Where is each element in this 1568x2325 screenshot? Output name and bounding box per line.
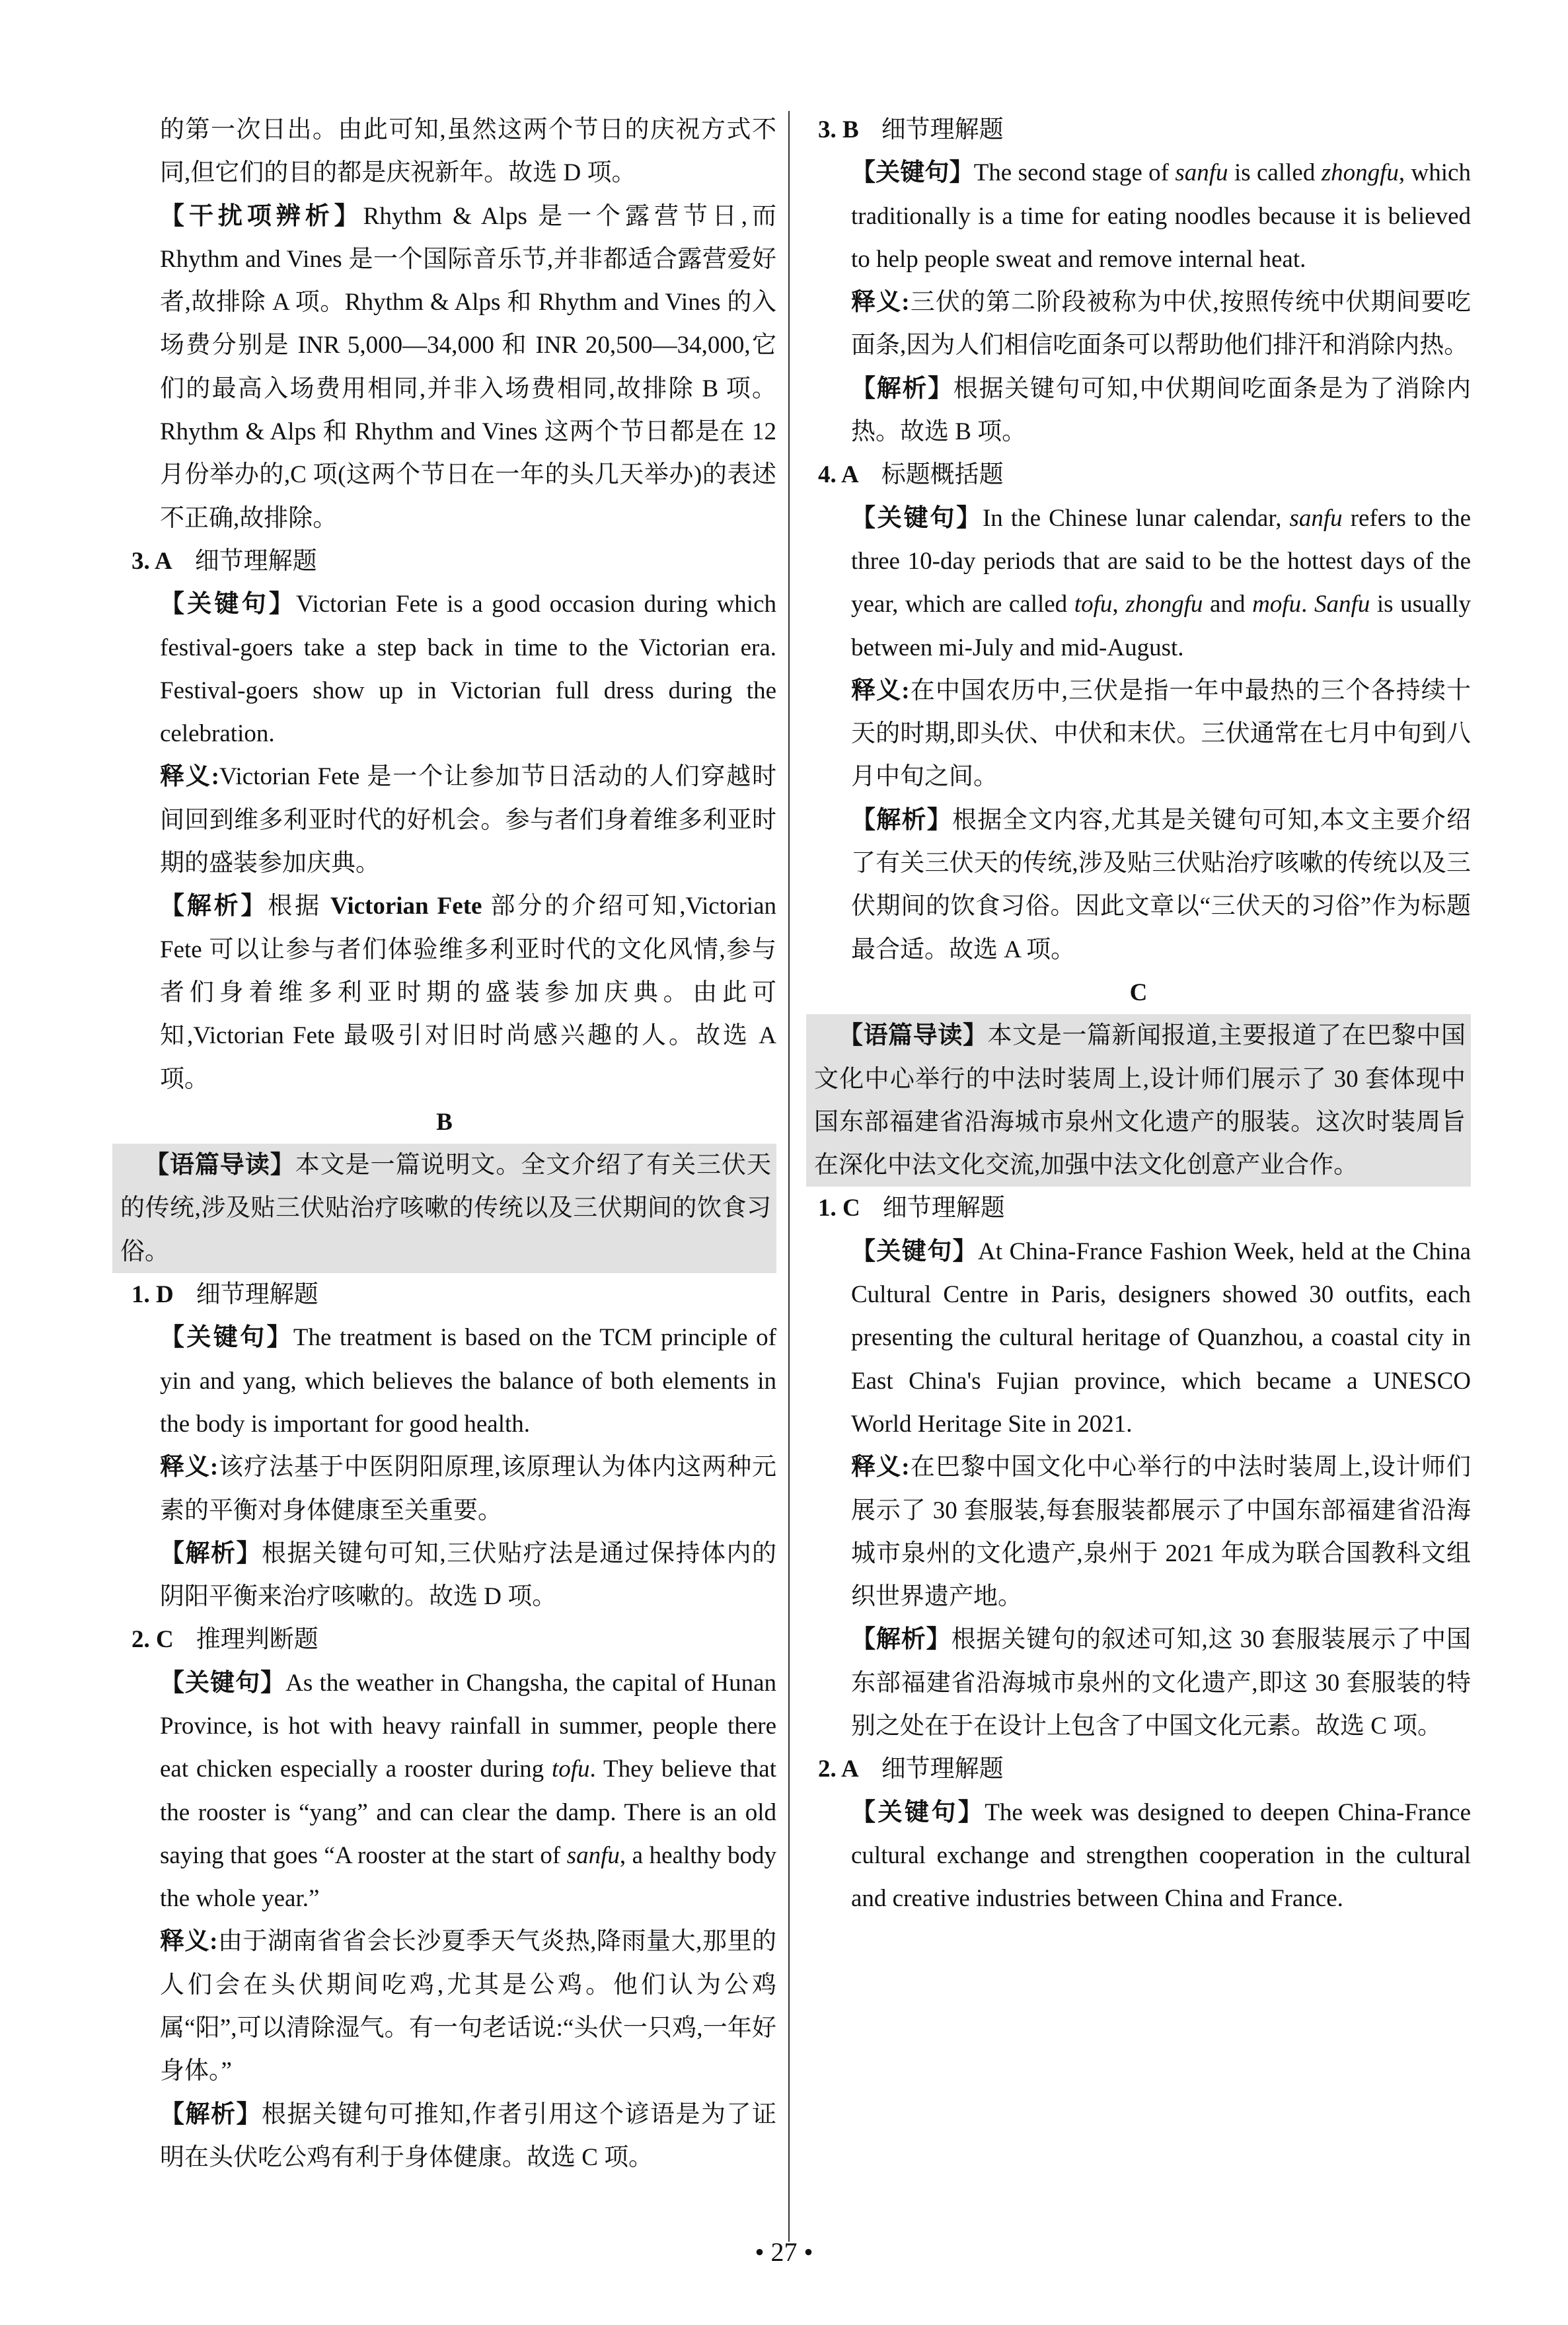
bold-label: 【干扰项辨析】 [160, 202, 363, 230]
question-type: 标题概括题 [881, 461, 1004, 489]
explanation-paragraph [160, 1316, 776, 1446]
italic-term: sanfu [566, 1841, 620, 1869]
right-column [806, 108, 1471, 1920]
explanation-paragraph [851, 1230, 1471, 1446]
question-type: 细节理解题 [194, 547, 317, 575]
bold-label: Victorian Fete [330, 893, 482, 920]
bold-label: 【解析】 [851, 375, 953, 402]
explanation-paragraph [160, 885, 776, 1100]
italic-term: tofu [551, 1755, 590, 1783]
text-run: In the Chinese lunar calendar, [982, 504, 1290, 532]
explanation-paragraph [160, 1532, 776, 1619]
answer-number: 1. C [818, 1195, 860, 1222]
bold-label: 【关键句】 [851, 1237, 979, 1265]
text-run: 根据关键句可推知,作者引用这个谚语是为了证明在头伏吃公鸡有利于身体健康。故选 C 项。 [160, 2100, 777, 2171]
text-run: and [1203, 591, 1253, 618]
text-run: , a healthy body the whole year.” [160, 1841, 776, 1913]
text-run: Victorian Fete is a good occasion during which festival-goers take a step back in time to the Victorian era. Festival-goers show up in Victorian full dress during the celebration. [160, 591, 776, 748]
explanation-paragraph [160, 1662, 776, 1921]
question-type: 细节理解题 [196, 1281, 318, 1309]
italic-term: Sanfu [1314, 591, 1370, 618]
text-run: 在巴黎中国文化中心举行的中法时装周上,设计师们展示了 30 套服装,每套服装都展示了中国东部福建省沿海城市泉州的文化遗产,泉州于 2021 年成为联合国教科文组织世界遗产地。 [851, 1454, 1472, 1611]
bold-label: 【关键句】 [851, 504, 983, 532]
section-letter: C [1129, 978, 1148, 1006]
text-run: is called [1228, 159, 1322, 187]
text-run: 根据全文内容,尤其是关键句可知,本文主要介绍了有关三伏天的传统,涉及贴三伏贴治疗咳嗽的传统以及三伏期间的饮食习俗。因此文章以“三伏天的习俗”作为标题最合适。故选 A 项。 [851, 806, 1472, 963]
question-type: 细节理解题 [881, 1755, 1004, 1783]
reading-guide-box [806, 1014, 1471, 1187]
explanation-paragraph [851, 669, 1471, 799]
text-run: 根据关键句可知,三伏贴疗法是通过保持体内的阴阳平衡来治疗咳嗽的。故选 D 项。 [160, 1539, 777, 1611]
bold-label: 释义: [160, 763, 220, 791]
question-heading [131, 1618, 776, 1661]
question-type: 细节理解题 [881, 116, 1004, 143]
explanation-paragraph [160, 1446, 776, 1532]
bold-label: 【关键句】 [851, 1798, 985, 1826]
explanation-paragraph [851, 497, 1471, 669]
question-heading [818, 1187, 1471, 1230]
explanation-paragraph [160, 195, 776, 540]
italic-term: tofu [1074, 591, 1113, 618]
italic-term: mofu [1252, 591, 1302, 618]
text-run: 在中国农历中,三伏是指一年中最热的三个各持续十天的时期,即头伏、中伏和末伏。三伏通常在七月中旬到八月中旬之间。 [851, 677, 1472, 791]
bold-label: 【关键句】 [851, 159, 974, 187]
text-run: The treatment is based on the TCM principle of yin and yang, which believes the balance of both elements in the body is important for good health. [160, 1324, 777, 1438]
text-run: 本文是一篇说明文。全文介绍了有关三伏天的传统,涉及贴三伏贴治疗咳嗽的传统以及三伏期间的饮食习俗。 [120, 1152, 771, 1265]
text-run: 由于湖南省省会长沙夏季天气炎热,降雨量大,那里的人们会在头伏期间吃鸡,尤其是公鸡。他们认为公鸡属“阳”,可以清除湿气。有一句老话说:“头伏一只鸡,一年好身体。” [160, 1928, 777, 2085]
text-run: 该疗法基于中医阴阳原理,该原理认为体内这两种元素的平衡对身体健康至关重要。 [160, 1454, 776, 1524]
bold-label: 释义: [851, 677, 910, 704]
explanation-paragraph [851, 151, 1471, 281]
bold-label: 【解析】 [160, 893, 268, 920]
explanation-paragraph [160, 1920, 776, 2092]
text-run: 根据关键句的叙述可知,这 30 套服装展示了中国东部福建省沿海城市泉州的文化遗产,即这 30 套服装的特别之处在于在设计上包含了中国文化元素。故选 C 项。 [851, 1626, 1472, 1740]
bold-label: 【解析】 [851, 1626, 952, 1654]
explanation-paragraph [851, 281, 1471, 367]
italic-term: zhongfu [1321, 159, 1399, 187]
answer-number: 1. D [131, 1281, 174, 1309]
explanation-paragraph [851, 1791, 1471, 1921]
reading-guide-box [112, 1144, 776, 1273]
answer-number: 2. C [131, 1626, 174, 1654]
text-run: 根据关键句可知,中伏期间吃面条是为了消除内热。故选 B 项。 [851, 375, 1472, 446]
text-run: 三伏的第二阶段被称为中伏,按照传统中伏期间要吃面条,因为人们相信吃面条可以帮助他们排汗和消除内热。 [851, 289, 1472, 359]
text-run: is usually between mi-July and mid-August. [851, 591, 1472, 661]
text-run: Victorian Fete 是一个让参加节日活动的人们穿越时间回到维多利亚时代的好机会。参与者们身着维多利亚时期的盛装参加庆典。 [160, 763, 776, 877]
question-type: 推理判断题 [196, 1626, 318, 1654]
bold-label: 【解析】 [851, 806, 953, 834]
text-run: . [1301, 591, 1314, 618]
explanation-paragraph [851, 799, 1471, 971]
bold-label: 【解析】 [160, 1539, 262, 1567]
text-run: , which traditionally is a time for eating noodles because it is believed to help people sweat and remove internal heat. [851, 159, 1471, 273]
explanation-paragraph [160, 755, 776, 885]
text-run: refers to the three 10-day periods that are said to be the hottest days of the year, which are called [851, 504, 1472, 618]
text-run: 本文是一篇新闻报道,主要报道了在巴黎中国文化中心举行的中法时装周上,设计师们展示了 30 套体现中国东部福建省沿海城市泉州文化遗产的服装。这次时装周旨在深化中法文化交流,加强中法文化创意产业合作。 [814, 1022, 1466, 1179]
text-run: Rhythm & Alps 是一个露营节日,而 Rhythm and Vines 是一个国际音乐节,并非都适合露营爱好者,故排除 A 项。Rhythm & Alps 和 Rhythm and Vines 的入场费分别是 INR 5,000—34,000 和 INR 20,500—34,000,它们的最高入场费用相同,并非入场费相同,故排除 B 项。Rhythm & Alps 和 Rhythm and Vines 这两个节日都是在 12 月份举办的,C 项(这两个节日在一年的头几天举办)的表述不正确,故排除。 [160, 202, 777, 532]
section-letter: B [436, 1108, 453, 1136]
italic-term: sanfu [1289, 504, 1343, 532]
bold-label: 【关键句】 [160, 591, 297, 618]
italic-term: sanfu [1175, 159, 1228, 187]
explanation-paragraph [160, 108, 776, 195]
bold-label: 【语篇导读】 [145, 1152, 295, 1179]
explanation-paragraph [851, 1618, 1471, 1748]
text-run: At China-France Fashion Week, held at the China Cultural Centre in Paris, designers showed 30 outfits, each presenting the cultural heritage of Quanzhou, a coastal city in East China's Fujian province, which became a UNESCO World Heritage Site in 2021. [851, 1237, 1472, 1438]
bold-label: 【解析】 [160, 2100, 262, 2128]
explanation-paragraph [160, 583, 776, 755]
explanation-paragraph [851, 367, 1471, 454]
bold-label: 释义: [160, 1454, 219, 1481]
text-run: As the weather in Changsha, the capital of Hunan Province, is hot with heavy rainfall in summer, people there eat chicken especially a rooster during [160, 1669, 776, 1783]
answer-number: 2. A [818, 1755, 859, 1783]
answer-number: 3. B [818, 116, 859, 143]
bold-label: 释义: [160, 1928, 218, 1956]
question-heading [818, 108, 1471, 151]
text-run: 部分的介绍可知,Victorian Fete 可以让参与者们体验维多利亚时代的文化风情,参与者们身着维多利亚时期的盛装参加庆典。由此可知,Victorian Fete 最吸引对旧时尚感兴趣的人。故选 A 项。 [160, 893, 776, 1093]
answer-number: 3. A [131, 547, 172, 575]
text-run: The week was designed to deepen China-France cultural exchange and strengthen cooperation in the cultural and creative industries between China and France. [851, 1798, 1472, 1913]
column-divider [788, 111, 790, 2242]
bold-label: 释义: [851, 1454, 910, 1481]
bold-label: 【语篇导读】 [839, 1022, 988, 1050]
bold-label: 【关键句】 [160, 1324, 293, 1352]
explanation-paragraph [160, 2093, 776, 2180]
bold-label: 【关键句】 [160, 1669, 286, 1697]
text-run: . They believe that the rooster is “yang” and can clear the damp. There is an old saying that goes “A rooster at the start of [160, 1755, 776, 1869]
question-heading [131, 540, 776, 583]
question-type: 细节理解题 [882, 1195, 1005, 1222]
text-run: , [1112, 591, 1126, 618]
question-heading [818, 453, 1471, 496]
question-heading [818, 1748, 1471, 1790]
bold-label: 释义: [851, 289, 910, 316]
italic-term: zhongfu [1125, 591, 1203, 618]
text-run: 的第一次日出。由此可知,虽然这两个节日的庆祝方式不同,但它们的目的都是庆祝新年。故选 D 项。 [160, 116, 776, 187]
explanation-paragraph [851, 1446, 1471, 1618]
text-run: The second stage of [973, 159, 1176, 187]
answer-number: 4. A [818, 461, 859, 489]
page-number: • 27 • [755, 2237, 813, 2267]
text-run: 根据 [268, 893, 330, 920]
left-column [112, 108, 776, 2179]
question-heading [131, 1273, 776, 1316]
